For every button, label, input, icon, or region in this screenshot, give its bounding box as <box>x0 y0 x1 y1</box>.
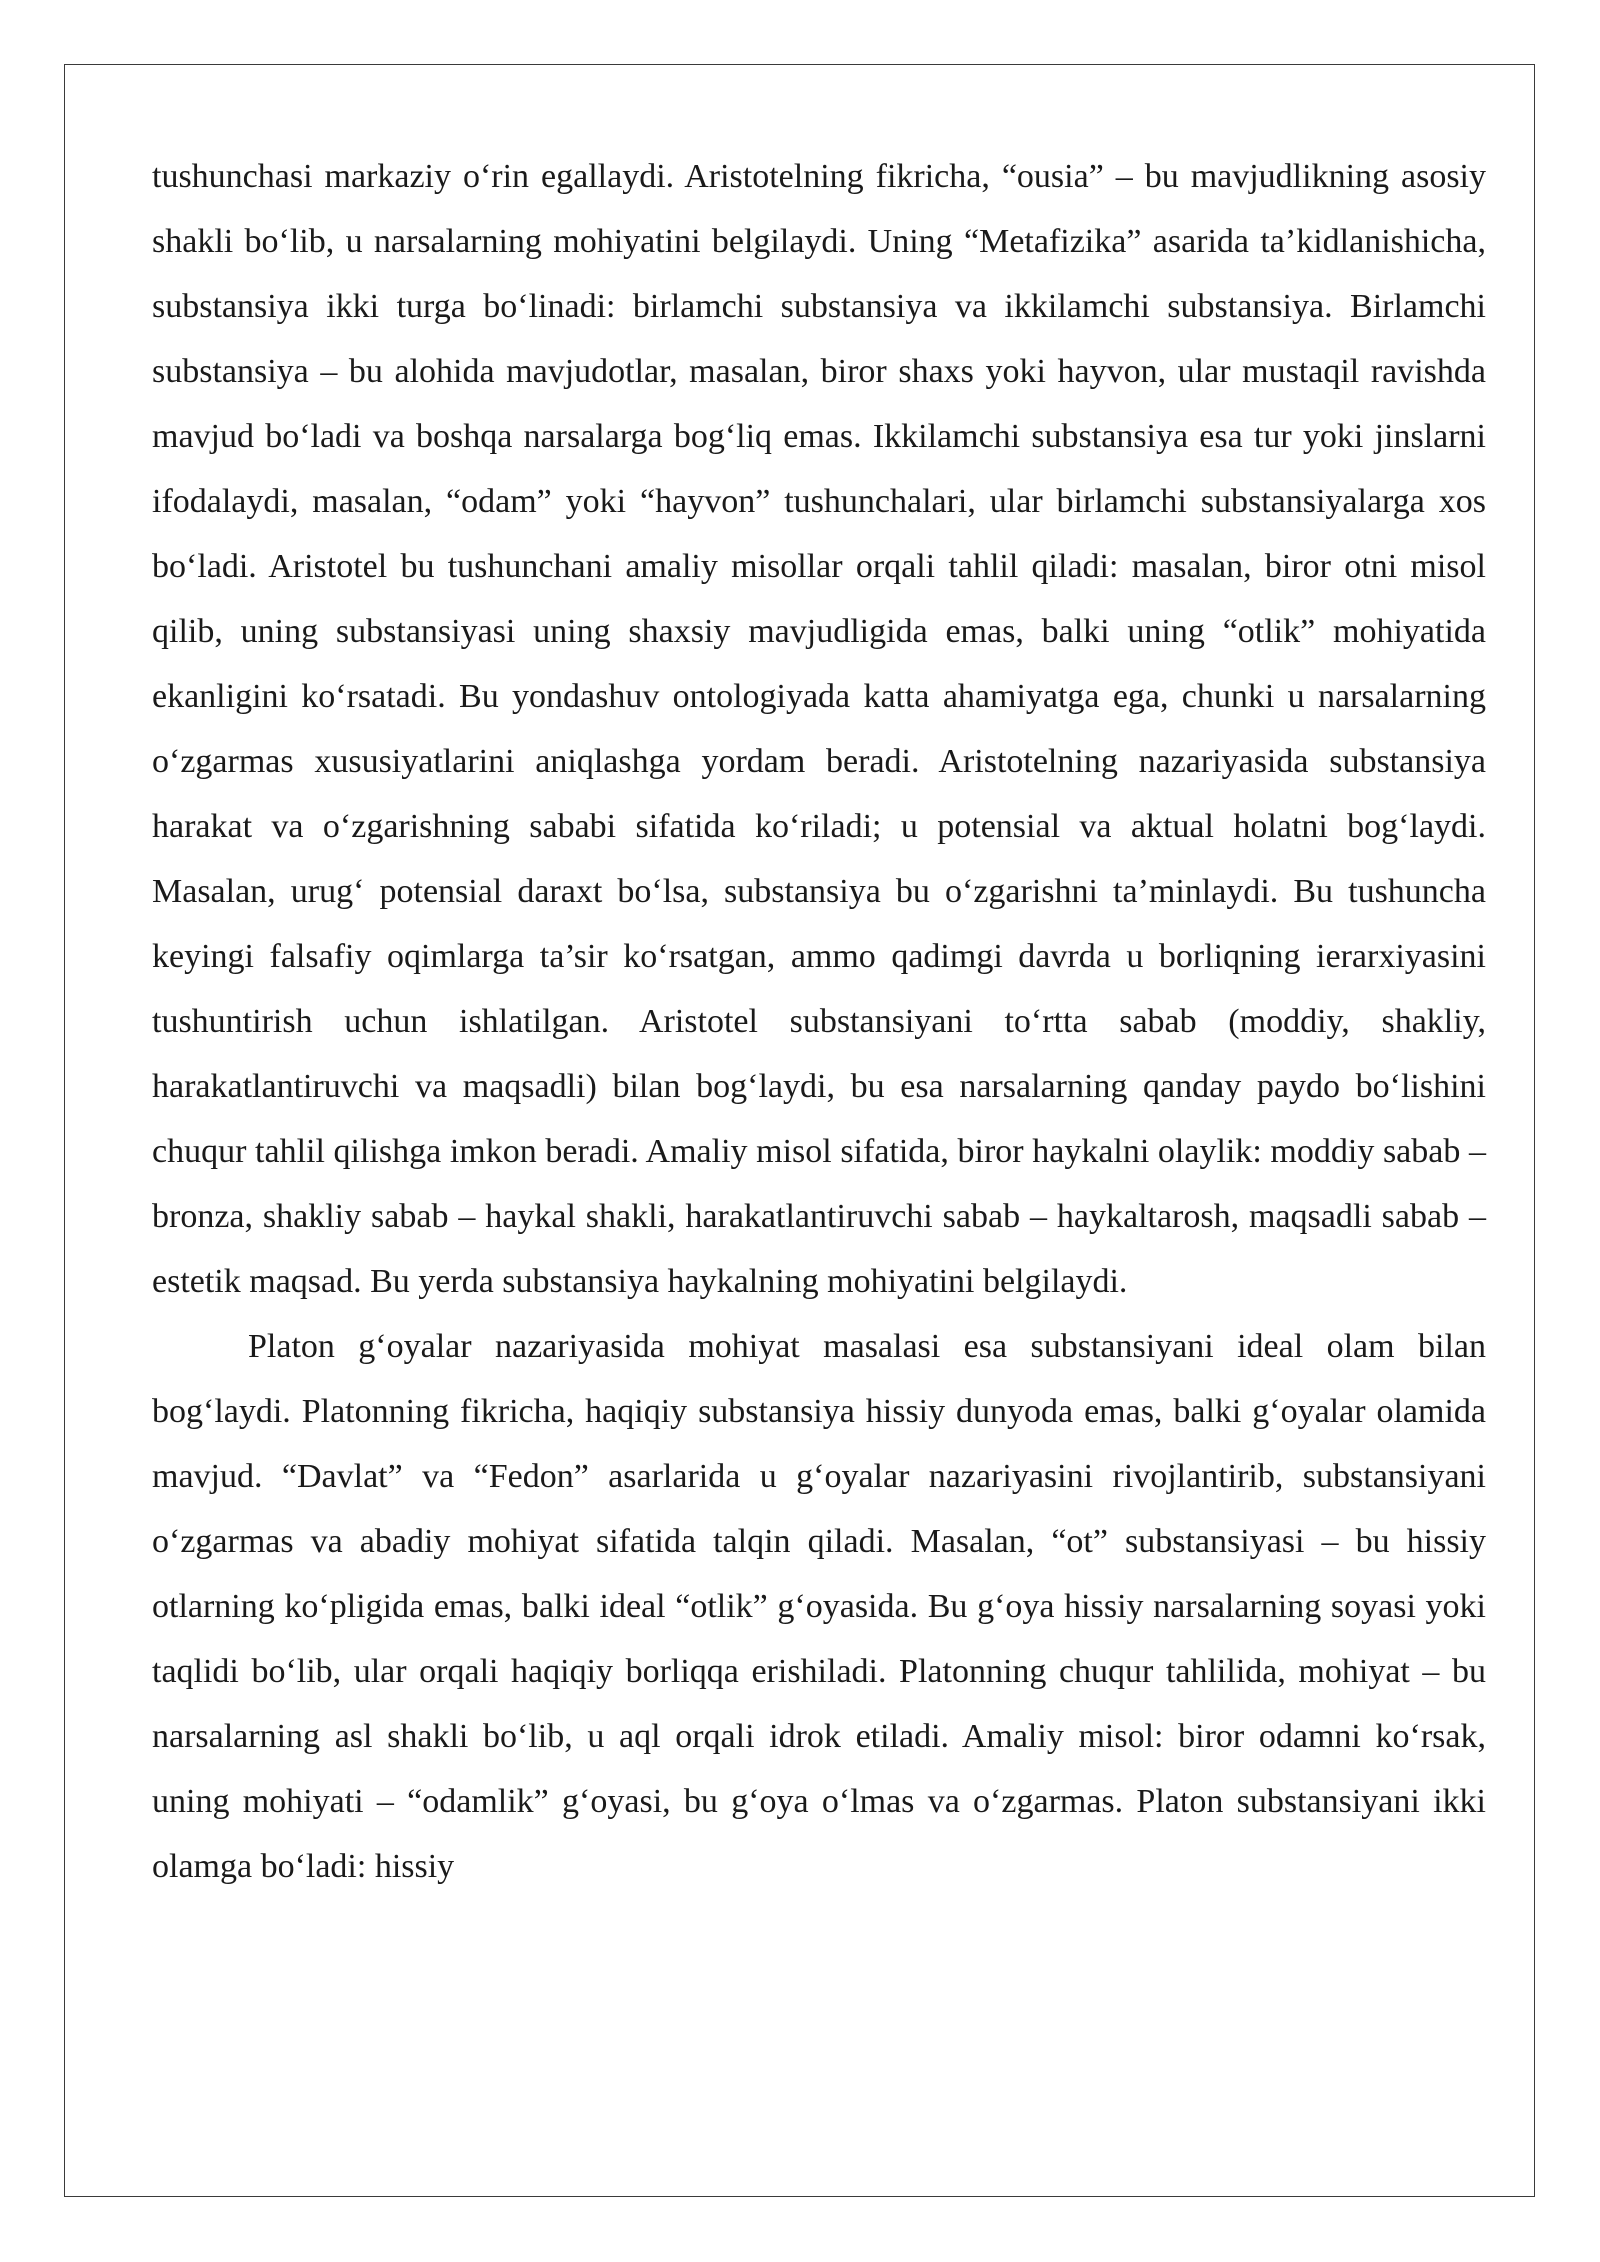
paragraph-platon: Platon g‘oyalar nazariyasida mohiyat masalasi esa substansiyani ideal olam bilan bog‘laydi. Platonning fikricha, haqiqiy substansiya hissiy dunyoda emas, balki g‘oyalar olamida mavjud. “Davlat” va “Fedon” asarlarida u g‘oyalar nazariyasini rivojlantirib, substansiyani o‘zgarmas va abadiy mohiyat sifatida talqin qiladi. Masalan, “ot” substansiyasi – bu hissiy otlarning ko‘pligida emas, balki ideal “otlik” g‘oyasida. Bu g‘oya hissiy narsalarning soyasi yoki taqlidi bo‘lib, ular orqali haqiqiy borliqqa erishiladi. Platonning chuqur tahlilida, mohiyat – bu narsalarning asl shakli bo‘lib, u aql orqali idrok etiladi. Amaliy misol: biror odamni ko‘rsak, uning mohiyati – “odamlik” g‘oyasi, bu g‘oya o‘lmas va o‘zgarmas. Platon substansiyani ikki olamga bo‘ladi: hissiy <box>152 1328 1486 1885</box>
paragraph-aristotle: tushunchasi markaziy o‘rin egallaydi. Aristotelning fikricha, “ousia” – bu mavjudlikning asosiy shakli bo‘lib, u narsalarning mohiyatini belgilaydi. Uning “Metafizika” asarida ta’kidlanishicha, substansiya ikki turga bo‘linadi: birlamchi substansiya va ikkilamchi substansiya. Birlamchi substansiya – bu alohida mavjudotlar, masalan, biror shaxs yoki hayvon, ular mustaqil ravishda mavjud bo‘ladi va boshqa narsalarga bog‘liq emas. Ikkilamchi substansiya esa tur yoki jinslarni ifodalaydi, masalan, “odam” yoki “hayvon” tushunchalari, ular birlamchi substansiyalarga xos bo‘ladi. Aristotel bu tushunchani amaliy misollar orqali tahlil qiladi: masalan, biror otni misol qilib, uning substansiyasi uning shaxsiy mavjudligida emas, balki uning “otlik” mohiyatida ekanligini ko‘rsatadi. Bu yondashuv ontologiyada katta ahamiyatga ega, chunki u narsalarning o‘zgarmas xususiyatlarini aniqlashga yordam beradi. Aristotelning nazariyasida substansiya harakat va o‘zgarishning sababi sifatida ko‘riladi; u potensial va aktual holatni bog‘laydi. Masalan, urug‘ potensial daraxt bo‘lsa, substansiya bu o‘zgarishni ta’minlaydi. Bu tushuncha keyingi falsafiy oqimlarga ta’sir ko‘rsatgan, ammo qadimgi davrda u borliqning ierarxiyasini tushuntirish uchun ishlatilgan. Aristotel substansiyani to‘rtta sabab (moddiy, shakliy, harakatlantiruvchi va maqsadli) bilan bog‘laydi, bu esa narsalarning qanday paydo bo‘lishini chuqur tahlil qilishga imkon beradi. Amaliy misol sifatida, biror haykalni olaylik: moddiy sabab – bronza, shakliy sabab – haykal shakli, harakatlantiruvchi sabab – haykaltarosh, maqsadli sabab – estetik maqsad. Bu yerda substansiya haykalning mohiyatini belgilaydi. <box>152 158 1486 1300</box>
document-body <box>152 144 1486 1899</box>
